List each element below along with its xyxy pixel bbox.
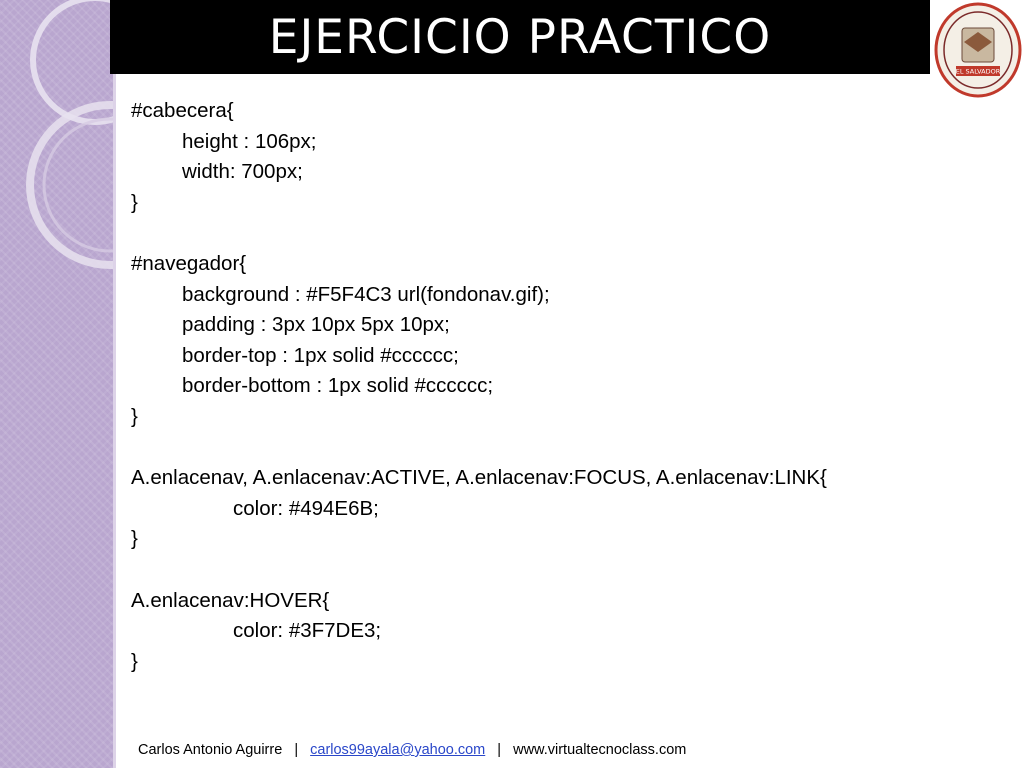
slide-footer <box>138 742 686 758</box>
code-line <box>131 218 1011 249</box>
code-line: width: 700px; <box>182 160 303 184</box>
decorative-side-strip <box>0 0 113 768</box>
footer-author: Carlos Antonio Aguirre <box>138 742 283 758</box>
code-line: A.enlacenav:HOVER{ <box>131 588 330 612</box>
code-line: border-top : 1px solid #cccccc; <box>182 343 459 367</box>
code-line <box>131 433 1011 464</box>
footer-separator: | <box>497 742 502 758</box>
university-seal-icon <box>934 2 1022 98</box>
code-line: padding : 3px 10px 5px 10px; <box>182 313 450 337</box>
slide-title: EJERCICIO PRACTICO <box>268 9 772 65</box>
code-line: } <box>131 649 138 673</box>
title-bar <box>110 0 930 74</box>
code-line: color: #3F7DE3; <box>233 619 382 643</box>
code-line: border-bottom : 1px solid #cccccc; <box>182 374 494 398</box>
footer-website: www.virtualtecnoclass.com <box>513 742 687 758</box>
css-code-block <box>131 96 1011 677</box>
code-line: } <box>131 190 138 214</box>
footer-email-link[interactable]: carlos99ayala@yahoo.com <box>310 742 486 758</box>
side-strip-edge <box>113 0 116 768</box>
code-line: A.enlacenav, A.enlacenav:ACTIVE, A.enlacenav:FOCUS, A.enlacenav:LINK{ <box>131 466 827 490</box>
seal-ribbon-text: EL SALVADOR <box>955 67 1001 76</box>
code-line: height : 106px; <box>182 129 317 153</box>
footer-separator: | <box>294 742 299 758</box>
code-line: background : #F5F4C3 url(fondonav.gif); <box>182 282 550 306</box>
code-line: } <box>131 404 138 428</box>
code-line: } <box>131 527 138 551</box>
code-line <box>131 555 1011 586</box>
decorative-rings <box>0 0 113 768</box>
code-line: #navegador{ <box>131 251 247 275</box>
code-line: #cabecera{ <box>131 99 234 122</box>
code-line: color: #494E6B; <box>233 496 379 520</box>
